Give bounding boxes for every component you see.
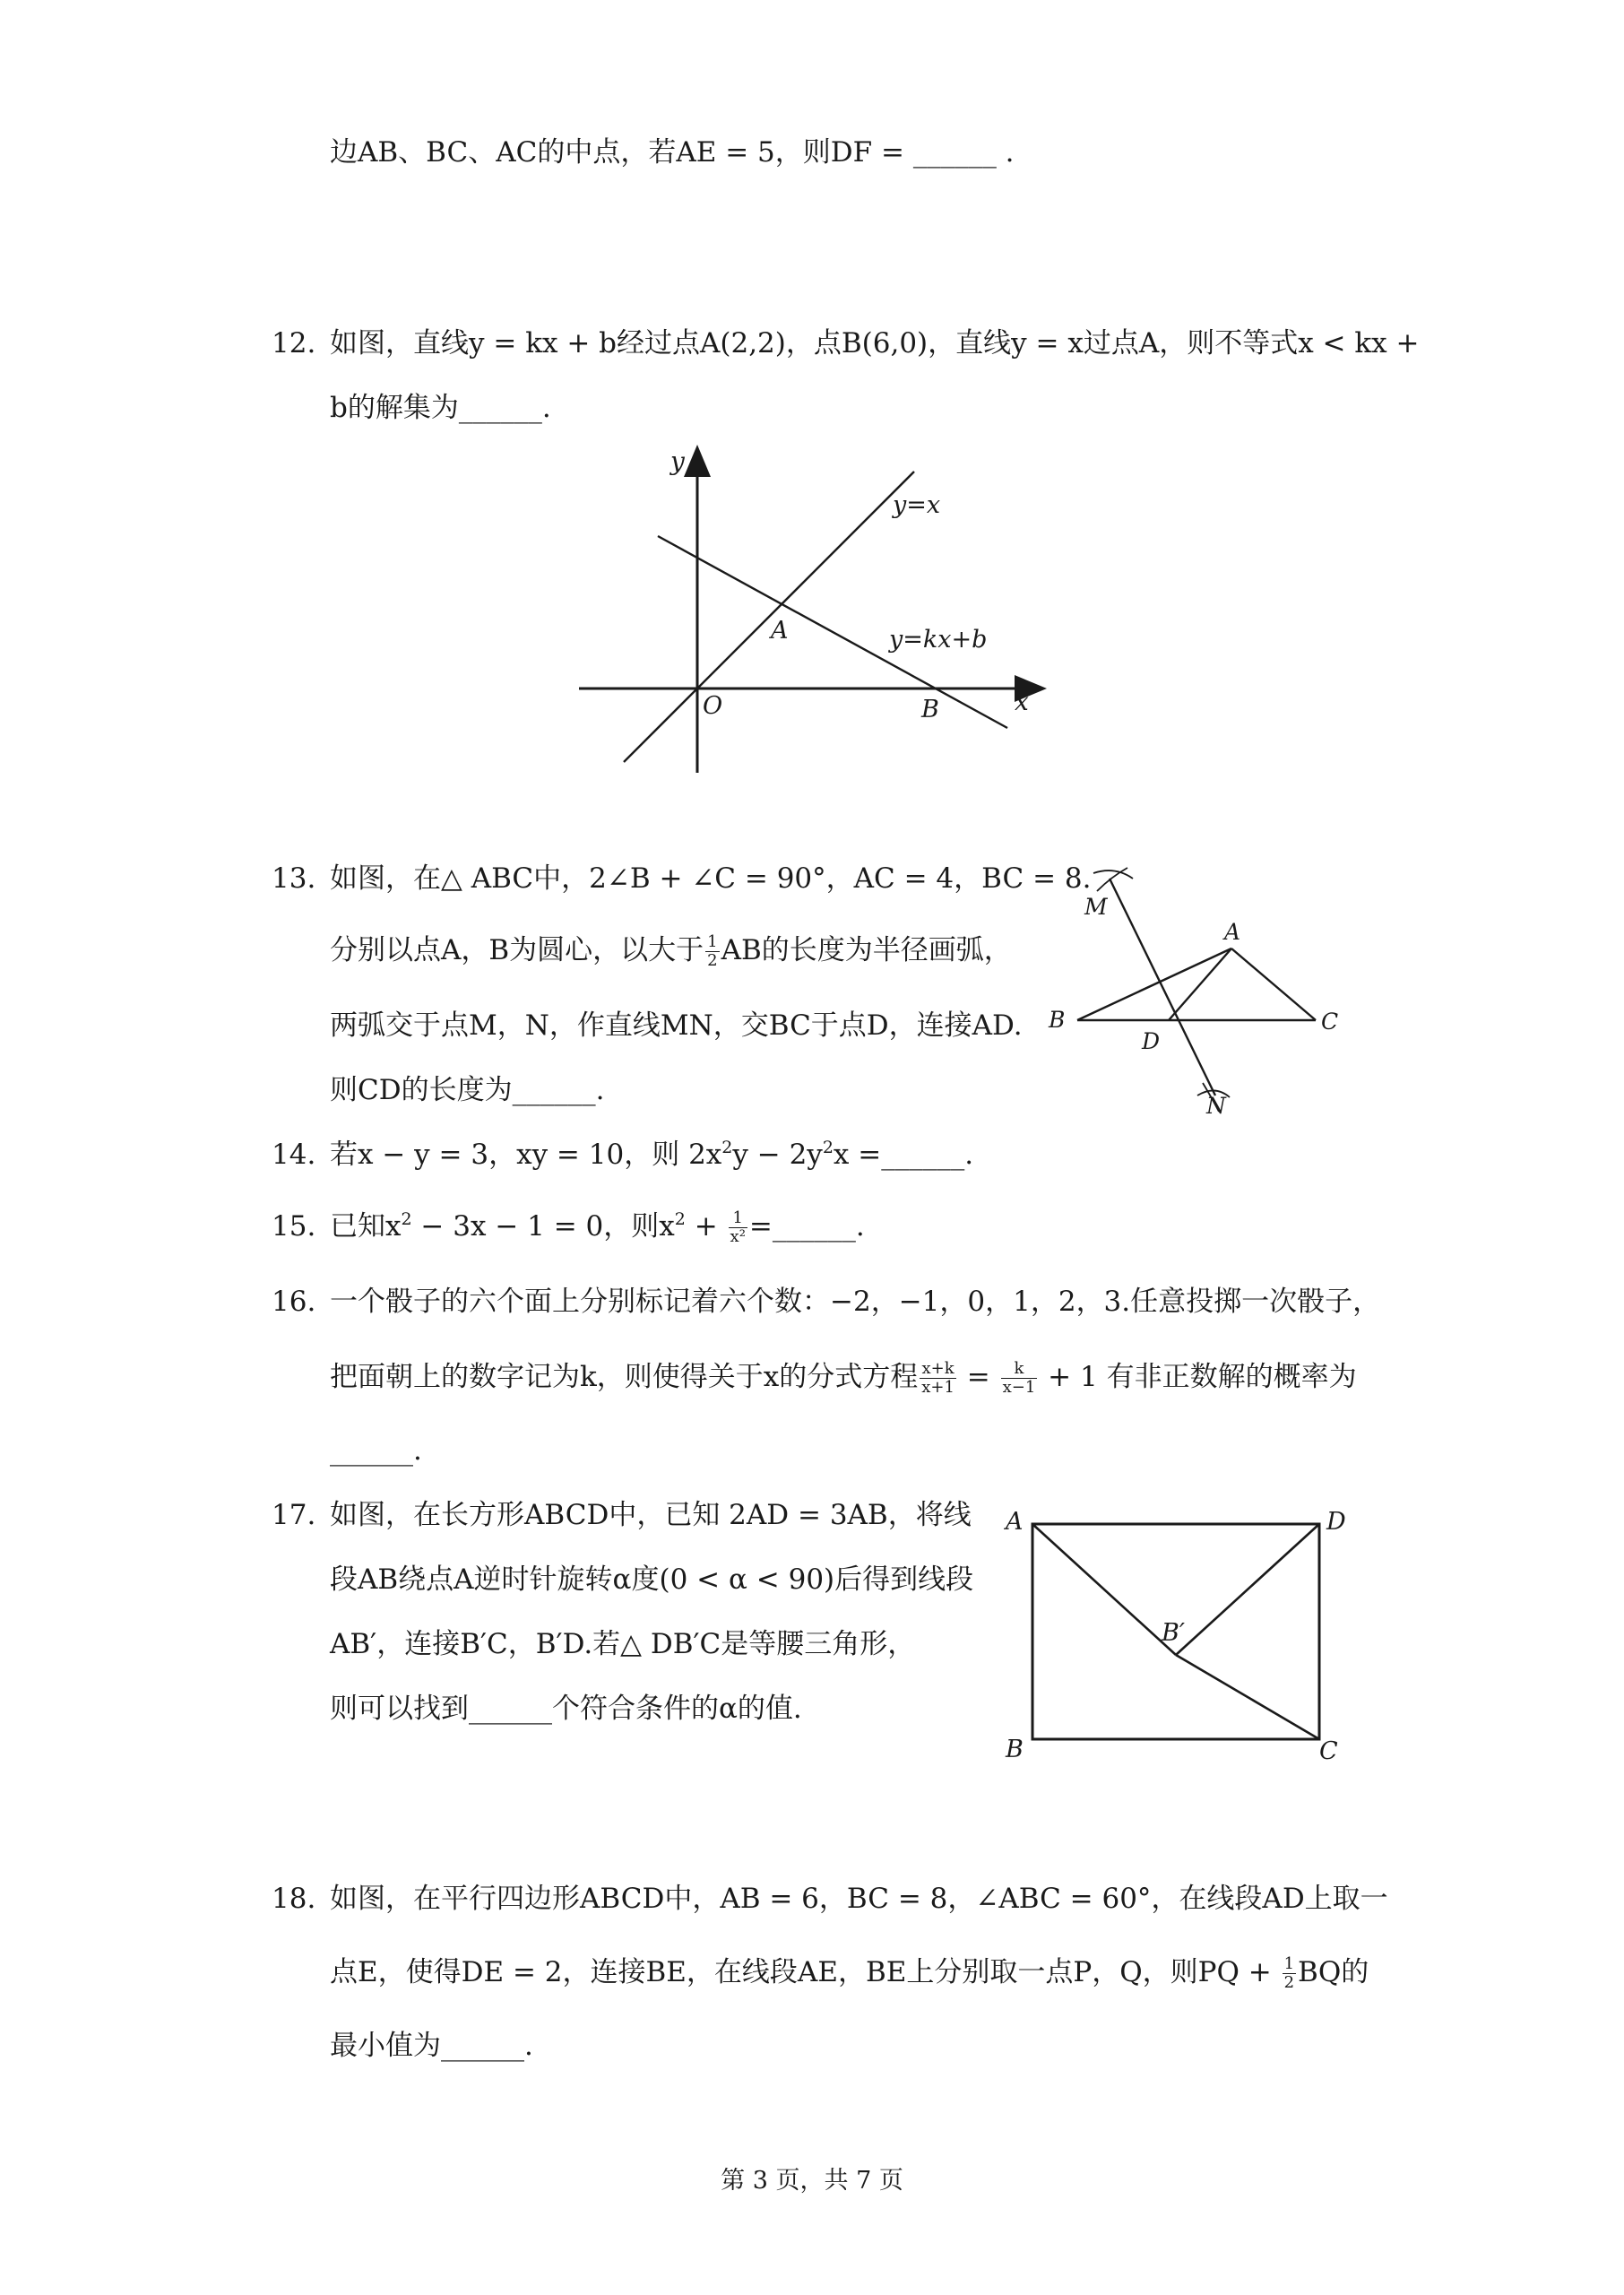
- q13-figure: [1040, 861, 1362, 1121]
- q16-eq: =: [957, 1361, 999, 1393]
- q15-number: 15.: [272, 1210, 316, 1243]
- q17-line1: 如图，在长方形ABCD中，已知 2AD = 3AB，将线: [330, 1499, 972, 1531]
- q13-line3: 两弧交于点M，N，作直线MN，交BC于点D，连接AD.: [330, 1009, 1023, 1042]
- q13-line4: 则CD的长度为______.: [330, 1074, 605, 1106]
- q13-label-d: D: [1142, 1028, 1161, 1054]
- q12-figure: [574, 439, 1058, 780]
- q13-label-a: A: [1224, 919, 1241, 945]
- q18-line2-a: 点E，使得DE = 2，连接BE，在线段AE，BE上分别取一点P，Q，则PQ +: [330, 1956, 1281, 1988]
- q17-figure: [995, 1497, 1371, 1766]
- q13-line2-a: 分别以点A，B为圆心，以大于: [330, 934, 704, 966]
- q17-label-d: D: [1326, 1508, 1346, 1536]
- q17-label-a: A: [1006, 1508, 1024, 1536]
- q17-number: 17.: [272, 1499, 316, 1531]
- q12-label-kx-plus-b: y=kx+b: [889, 626, 988, 654]
- q12-label-y-equals-x: y=x: [893, 491, 941, 519]
- q12-line-y-equals-x: [624, 472, 914, 762]
- q16-line2: [330, 1359, 1357, 1397]
- q11-line1: 边AB、BC、AC的中点，若AE = 5，则DF = ______ .: [330, 136, 1015, 169]
- q15-text-c: +: [685, 1210, 727, 1243]
- q12-label-x: x: [1015, 687, 1029, 716]
- q16-line3: ______.: [330, 1434, 422, 1467]
- q13-number: 13.: [272, 862, 316, 895]
- page-footer: 第 3 页，共 7 页: [721, 2167, 903, 2195]
- q13-label-n: N: [1206, 1093, 1226, 1119]
- q13-line2-b: AB的长度为半径画弧，: [721, 934, 1012, 966]
- q12-label-b: B: [921, 696, 939, 723]
- q12-line2: b的解集为______.: [330, 392, 551, 424]
- q13-segment-ac: [1231, 948, 1316, 1020]
- q16-f1-num: x+k: [920, 1360, 956, 1379]
- q13-line1: 如图，在△ ABC中，2∠B + ∠C = 90°，AC = 4，BC = 8.: [330, 862, 1092, 895]
- q16-f2-num: k: [1001, 1360, 1038, 1379]
- q13-fraction: [705, 933, 719, 970]
- q12-label-o: O: [703, 692, 723, 720]
- q15-text-b: − 3x − 1 = 0，则x: [411, 1210, 675, 1243]
- q17-line2: 段AB绕点A逆时针旋转α度(0 < α < 90)后得到线段: [330, 1563, 974, 1596]
- q18-frac-den: 2: [1283, 1973, 1295, 1992]
- q14-text-b: y − 2y: [732, 1139, 823, 1171]
- q17-segment-b-prime-d: [1176, 1524, 1319, 1655]
- q14-text-c: x =______.: [833, 1139, 974, 1171]
- q13-label-c: C: [1321, 1009, 1339, 1035]
- q18-line3: 最小值为______.: [330, 2030, 533, 2062]
- q14-line: [330, 1137, 973, 1173]
- q12-number: 12.: [272, 327, 316, 359]
- q16-line1: 一个骰子的六个面上分别标记着六个数：−2，−1，0，1，2，3.任意投掷一次骰子，: [330, 1286, 1381, 1318]
- q15-frac-num: 1: [729, 1209, 747, 1228]
- q16-line2-b: + 1 有非正数解的概率为: [1039, 1361, 1357, 1393]
- q16-number: 16.: [272, 1286, 316, 1318]
- q13-frac-num: 1: [707, 932, 718, 951]
- q13-label-b: B: [1049, 1007, 1066, 1033]
- q14-sup1: 2: [721, 1138, 733, 1157]
- q14-sup2: 2: [822, 1138, 834, 1157]
- q16-f1-den: x+1: [921, 1378, 955, 1397]
- q14-text-a: 若x − y = 3，xy = 10，则 2x: [330, 1139, 722, 1171]
- q12-label-a: A: [771, 617, 789, 645]
- q13-line-mn: [1110, 879, 1215, 1096]
- q15-fraction: [729, 1209, 747, 1246]
- q15-line: [330, 1208, 865, 1246]
- q15-text-a: 已知x: [330, 1210, 402, 1243]
- q18-line2: [330, 1954, 1369, 1992]
- q13-frac-den: 2: [707, 951, 718, 970]
- q15-frac-den: x²: [730, 1227, 746, 1246]
- q12-label-y: y: [670, 446, 685, 476]
- q13-segment-ad: [1169, 948, 1231, 1020]
- q17-segment-ab-prime: [1032, 1524, 1176, 1655]
- q18-frac-num: 1: [1283, 1954, 1295, 1973]
- q17-label-b-prime: B′: [1162, 1619, 1185, 1647]
- q13-label-m: M: [1084, 894, 1108, 920]
- q15-sup1: 2: [401, 1209, 412, 1229]
- q16-line2-a: 把面朝上的数字记为k，则使得关于x的分式方程: [330, 1361, 919, 1393]
- q17-line4: 则可以找到______个符合条件的α的值.: [330, 1693, 802, 1725]
- q17-label-b: B: [1006, 1736, 1024, 1763]
- q13-line2: [330, 932, 1012, 970]
- q17-label-c: C: [1319, 1737, 1338, 1765]
- q17-segment-b-prime-c: [1176, 1655, 1319, 1739]
- q16-f2-den: x−1: [1002, 1378, 1036, 1397]
- q18-line1: 如图，在平行四边形ABCD中，AB = 6，BC = 8，∠ABC = 60°，在线段AD上取一: [330, 1883, 1388, 1915]
- q18-number: 18.: [272, 1883, 316, 1915]
- q15-sup2: 2: [674, 1209, 686, 1229]
- q17-line3: AB′，连接B′C，B′D.若△ DB′C是等腰三角形，: [330, 1628, 916, 1660]
- q16-fraction-1: [920, 1360, 956, 1397]
- q12-line1: 如图，直线y = kx + b经过点A(2,2)，点B(6,0)，直线y = x过点A，则不等式x < kx +: [330, 327, 1420, 359]
- q16-fraction-2: [1001, 1360, 1038, 1397]
- q15-text-d: =______.: [748, 1210, 865, 1243]
- q14-number: 14.: [272, 1139, 316, 1171]
- q13-segment-ab: [1077, 948, 1231, 1020]
- q18-fraction: [1283, 1955, 1296, 1992]
- q18-line2-b: BQ的: [1298, 1956, 1369, 1988]
